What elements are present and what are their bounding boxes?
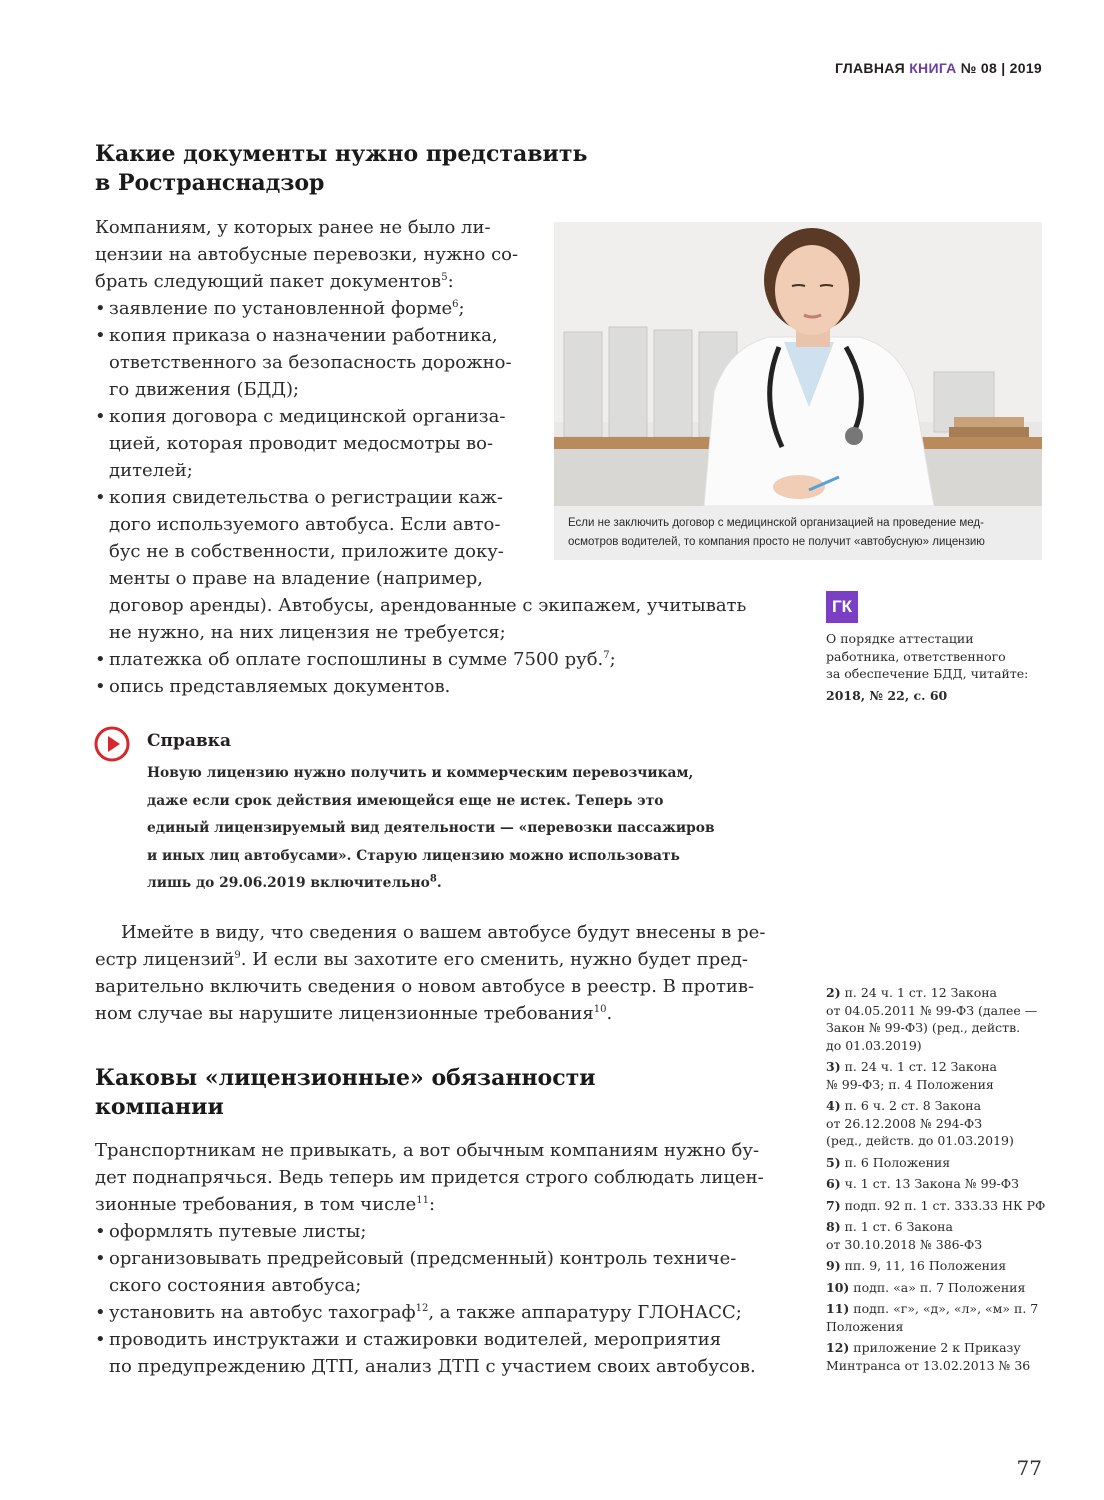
text-line: , а также аппаратуру ГЛОНАСС; [428, 1302, 742, 1323]
text-line: проводить инструктажи и стажировки водителей, мероприятия [109, 1329, 722, 1350]
footnote-ref: 8 [429, 873, 437, 885]
text-line: Транспортникам не привыкать, а вот обычным компаниям нужно бу- [95, 1140, 760, 1161]
footnote-text: от 26.12.2008 № 294-ФЗ [826, 1115, 983, 1131]
text-line: ответственного за безопасность дорожно- [109, 352, 512, 373]
text-line: брать следующий пакет документов [95, 271, 442, 292]
footnote-text: Положения [826, 1318, 904, 1334]
heading-line: Какие документы нужно представить [95, 141, 588, 167]
footnote-text: подп. «г», «д», «л», «м» п. 7 [849, 1301, 1039, 1316]
footnote [826, 1058, 1048, 1093]
side-note-line: О порядке аттестации [826, 631, 974, 646]
footnote [826, 1154, 1048, 1172]
list-item [95, 1245, 785, 1299]
footnote-ref: 5 [441, 272, 448, 283]
footnote-text: Минтранса от 13.02.2013 № 36 [826, 1357, 1031, 1373]
footnote [826, 1197, 1048, 1215]
text-line: опись представляемых документов. [109, 676, 451, 697]
text-line [95, 946, 785, 973]
footnote-text: п. 6 ч. 2 ст. 8 Закона [840, 1098, 982, 1113]
footnote-text: № 99-ФЗ; п. 4 Положения [826, 1076, 994, 1092]
side-note-line: за обеспечение БДД, читайте: [826, 666, 1029, 681]
heading-line: Каковы «лицензионные» обязанности [95, 1065, 596, 1091]
text-line: дет поднапрячься. Ведь теперь им придется строго соблюдать лицен- [95, 1167, 764, 1188]
footnote-ref: 7 [603, 650, 610, 661]
text-line: варительно включить сведения о новом автобусе в реестр. В против- [95, 976, 755, 997]
info-title: Справка [147, 731, 231, 751]
header-title: ГЛАВНАЯ [834, 60, 910, 76]
side-note-line: работника, ответственного [826, 648, 1006, 664]
info-line [147, 870, 787, 898]
text-line: ; [458, 298, 465, 319]
text-line: зионные требования, в том числе [95, 1194, 417, 1215]
text-line: ; [609, 649, 616, 670]
text-line: : [447, 271, 454, 292]
footnote [826, 1300, 1048, 1335]
footnote-text: до 01.03.2019) [826, 1037, 922, 1053]
text-line: Компаниям, у которых ранее не было ли- [95, 217, 491, 238]
text-line: го движения (БДД); [109, 379, 300, 400]
footnote-text: приложение 2 к Приказу [849, 1340, 1021, 1355]
obligations-list [95, 1218, 785, 1380]
text-line: платежка об оплате госпошлины в сумме 7500 руб. [109, 649, 604, 670]
footnote-number: 8) [826, 1219, 841, 1234]
footnote-text: подп. «а» п. 7 Положения [849, 1279, 1026, 1295]
registry-paragraph [95, 919, 785, 1027]
text-line: копия свидетельства о регистрации каж- [109, 487, 503, 508]
footnote-ref: 11 [416, 1195, 429, 1206]
list-item [95, 673, 795, 700]
footnote-text: пп. 9, 11, 16 Положения [840, 1258, 1007, 1273]
heading-line: компании [95, 1094, 224, 1120]
text-line: установить на автобус тахограф [109, 1302, 416, 1323]
info-text [147, 760, 787, 898]
text-line: ном случае вы нарушите лицензионные требования [95, 1003, 594, 1024]
info-line-text: лишь до 29.06.2019 включительно [147, 875, 430, 891]
info-line: даже если срок действия имеющейся еще не истек. Теперь это [147, 792, 664, 809]
text-line: ского состояния автобуса; [109, 1275, 362, 1296]
section2-body [95, 1137, 785, 1380]
footnote-number: 5) [826, 1154, 841, 1170]
footnote [826, 1257, 1048, 1275]
text-line: копия договора с медицинской организа- [109, 406, 506, 427]
footnote [826, 1175, 1048, 1193]
footnote-text: Закон № 99-ФЗ) (ред., действ. [826, 1020, 1021, 1035]
magazine-header [835, 60, 1042, 76]
header-title-accent: КНИГА [909, 60, 957, 76]
text-line [95, 1000, 785, 1027]
intro-paragraph [95, 1137, 785, 1218]
footnote-number: 12) [826, 1340, 850, 1355]
text-line: договор аренды). Автобусы, арендованные с экипажем, учитывать [109, 595, 747, 616]
play-icon [94, 726, 130, 762]
footnote [826, 1339, 1048, 1374]
footnote-number: 9) [826, 1258, 841, 1273]
text-line: дителей; [109, 460, 193, 481]
list-item [95, 646, 795, 673]
footnote-text: от 04.05.2011 № 99-ФЗ (далее — [826, 1002, 1038, 1018]
gk-logo-icon [826, 591, 858, 623]
text-line: заявление по установленной форме [109, 298, 453, 319]
page-number: 77 [1016, 1456, 1042, 1480]
footnote-ref: 6 [452, 299, 459, 310]
footnote-text: п. 24 ч. 1 ст. 12 Закона [840, 985, 997, 1000]
text-line: дого используемого автобуса. Если авто- [109, 514, 501, 535]
text-line: Имейте в виду, что сведения о вашем автобусе будут внесены в ре- [121, 922, 766, 943]
footnote-number: 11) [826, 1301, 850, 1316]
footnote [826, 1097, 1048, 1150]
footnote [826, 1218, 1048, 1253]
footnote-ref: 9 [234, 950, 241, 961]
text-line: цией, которая проводит медосмотры во- [109, 433, 494, 454]
list-item [95, 1299, 785, 1326]
footnote [826, 1279, 1048, 1297]
text-line: копия приказа о назначении работника, [109, 325, 498, 346]
footnote-text: подп. 92 п. 1 ст. 333.33 НК РФ [840, 1197, 1046, 1213]
footnote-text: п. 1 ст. 6 Закона [840, 1219, 953, 1234]
text-line: . И если вы захотите его сменить, нужно будет пред- [240, 949, 748, 970]
footnote-text: ч. 1 ст. 13 Закона № 99-ФЗ [840, 1176, 1019, 1191]
info-line: единый лицензируемый вид деятельности — «перевозки пассажиров [147, 820, 715, 836]
side-note [826, 630, 1036, 704]
text-line: бус не в собственности, приложите доку- [109, 541, 504, 562]
footnote-number: 2) [826, 985, 841, 1000]
footnote-number: 3) [826, 1059, 841, 1074]
footnote-text: п. 24 ч. 1 ст. 12 Закона [840, 1059, 997, 1074]
footnote [826, 984, 1048, 1054]
text-line: естр лицензий [95, 949, 235, 970]
caption-line: Если не заключить договор с медицинской организацией на проведение мед- [568, 517, 984, 529]
info-line-text: . [436, 875, 442, 891]
footnote-text: от 30.10.2018 № 386-ФЗ [826, 1236, 983, 1252]
doctor-photo [554, 222, 1042, 506]
footnote-ref: 10 [593, 1004, 607, 1015]
footnote-text: (ред., действ. до 01.03.2019) [826, 1133, 1014, 1148]
text-line: не нужно, на них лицензия не требуется; [109, 622, 506, 643]
text-line: . [606, 1003, 613, 1024]
footnote-number: 7) [826, 1197, 841, 1213]
footnote-number: 10) [826, 1279, 850, 1295]
text-line: цензии на автобусные перевозки, нужно со- [95, 244, 519, 265]
info-line: и иных лиц автобусами». Старую лицензию можно использовать [147, 847, 680, 864]
text-line: организовывать предрейсовый (предсменный) контроль техниче- [109, 1248, 737, 1269]
list-item [95, 1326, 785, 1380]
text-line: по предупреждению ДТП, анализ ДТП с участием своих автобусов. [109, 1356, 756, 1377]
caption-line: осмотров водителей, то компания просто не получит «автобусную» лицензию [568, 536, 985, 548]
gk-logo-text: ГК [831, 597, 852, 616]
side-note-reference[interactable]: 2018, № 22, с. 60 [826, 687, 948, 703]
section-heading-obligations [95, 1064, 596, 1122]
list-item [95, 1218, 785, 1245]
heading-line: в Ространснадзор [95, 170, 325, 196]
text-line: менты о праве на владение (например, [109, 568, 483, 589]
header-issue: № 08 | 2019 [956, 60, 1042, 76]
footnote-text: п. 6 Положения [840, 1154, 951, 1170]
doctor-illustration [554, 222, 1042, 506]
text-line: : [428, 1194, 436, 1215]
info-line: Новую лицензию нужно получить и коммерческим перевозчикам, [147, 765, 694, 781]
text-line: оформлять путевые листы; [109, 1221, 367, 1242]
footnote-number: 6) [826, 1176, 841, 1191]
photo-caption [554, 506, 1042, 560]
footnote-ref: 12 [415, 1303, 429, 1314]
footnotes [826, 984, 1048, 1378]
section-heading-documents [95, 140, 587, 198]
footnote-number: 4) [826, 1098, 841, 1113]
